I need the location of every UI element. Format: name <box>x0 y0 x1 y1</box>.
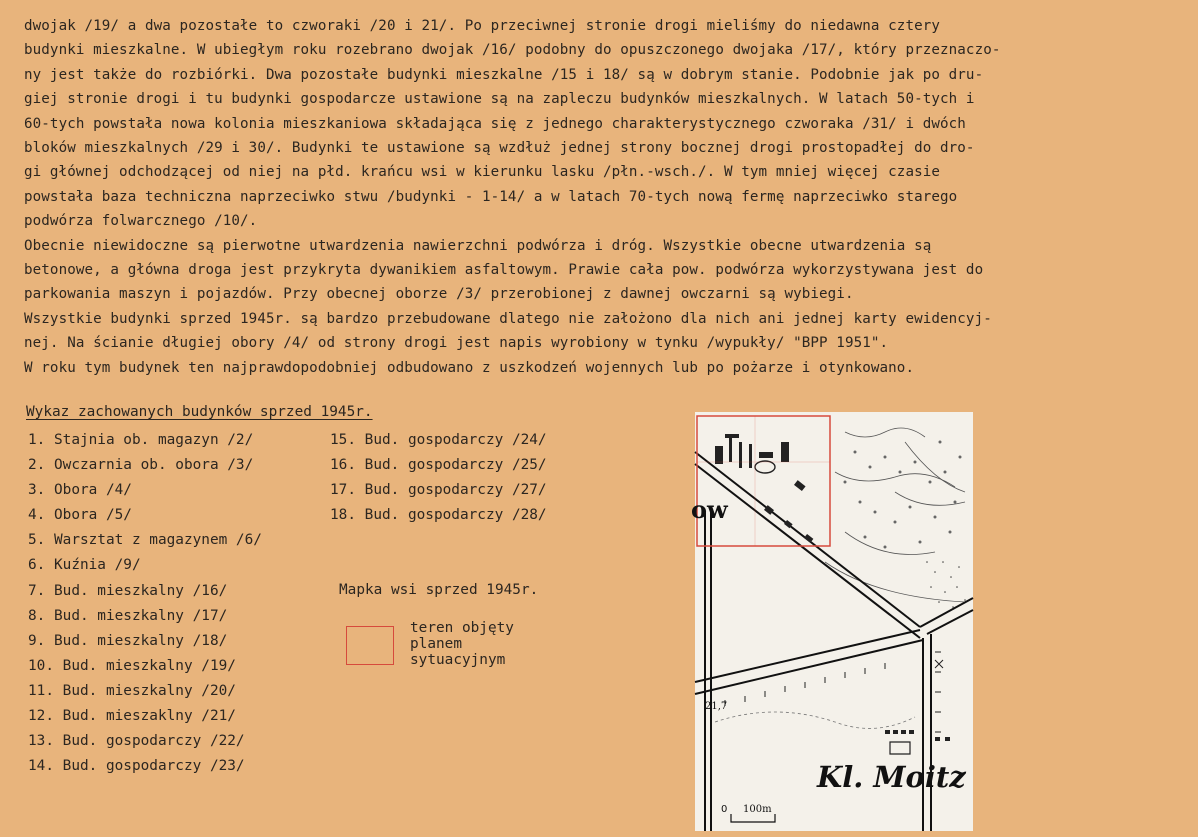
body-text-line: gi głównej odchodzącej od niej na płd. krańcu wsi w kierunku lasku /płn.-wsch./. W tym mniej więcej czasie <box>24 164 941 181</box>
legend-swatch <box>346 626 394 665</box>
building-list-item: 1. Stajnia ob. magazyn /2/ <box>28 432 254 448</box>
body-text-line: Obecnie niewidoczne są pierwotne utwardzenia nawierzchni podwórza i dróg. Wszystkie obecne utwardzenia są <box>24 237 932 254</box>
body-text-line: parkowania maszyn i pojazdów. Przy obecnej oborze /3/ przerobionej z dawnej owczarni są wybiegi. <box>24 286 854 303</box>
building-list-item: 14. Bud. gospodarczy /23/ <box>28 758 245 775</box>
building-list-item: 6. Kuźnia /9/ <box>28 557 141 574</box>
building-list-item: 5. Warsztat z magazynem /6/ <box>28 532 262 549</box>
map-scale-zero: 0 <box>721 804 728 815</box>
building-list-item: 2. Owczarnia ob. obora /3/ <box>28 457 254 474</box>
map-place-label: Kl. Moitz <box>817 760 966 794</box>
body-text-line: powstała baza techniczna naprzeciwko stwu /budynki - 1-14/ a w latach 70-tych nową fermę naprzeciwko starego <box>24 188 958 205</box>
building-list-item: 18. Bud. gospodarczy /28/ <box>330 507 547 524</box>
building-list-item: 15. Bud. gospodarczy /24/ <box>330 432 547 448</box>
body-text-line: budynki mieszkalne. W ubiegłym roku rozebrano dwojak /16/ podobny do opuszczonego dwojaka /17/, który przeznaczo- <box>24 42 1001 59</box>
list-heading: Wykaz zachowanych budynków sprzed 1945r. <box>26 404 373 420</box>
building-list-item: 12. Bud. mieszaklny /21/ <box>28 708 236 725</box>
map-scale-value: 100m <box>743 804 772 815</box>
body-text-line: 60-tych powstała nowa kolonia mieszkaniowa składająca się z jednego charakterystycznego czworaka /31/ i dwóch <box>24 115 966 132</box>
body-text-line: ny jest także do rozbiórki. Dwa pozostałe budynki mieszkalne /15 i 18/ są w dobrym stanie. Podobnie jak po dru- <box>24 66 984 83</box>
building-list-item: 17. Bud. gospodarczy /27/ <box>330 482 547 499</box>
map-caption: Mapka wsi sprzed 1945r. <box>339 582 539 598</box>
building-list-item: 7. Bud. mieszkalny /16/ <box>28 582 228 599</box>
building-list-item: 8. Bud. mieszkalny /17/ <box>28 607 228 624</box>
body-text-line: giej stronie drogi i tu budynki gospodarcze ustawione są na zapleczu budynków mieszkalnych. W latach 50-tych i <box>24 91 975 108</box>
building-list-item: 9. Bud. mieszkalny /18/ <box>28 632 228 649</box>
map-drawing <box>691 412 973 831</box>
building-list-item: 3. Obora /4/ <box>28 482 132 499</box>
legend-text-line: sytuacyjnym <box>410 652 506 668</box>
map-elevation-label: 21,7 <box>705 701 728 712</box>
legend-text-line: teren objęty <box>410 620 514 636</box>
village-map <box>691 412 973 831</box>
legend-text <box>410 620 514 668</box>
body-text-line: bloków mieszkalnych /29 i 30/. Budynki te ustawione są wzdłuż jednej strony bocznej drogi prostopadłej do dro- <box>24 140 975 157</box>
body-text-line: nej. Na ścianie długiej obory /4/ od strony drogi jest napis wyrobiony w tynku /wypukły/ "BPP 1951". <box>24 335 889 352</box>
body-text-line: Wszystkie budynki sprzed 1945r. są bardzo przebudowane dlatego nie założono dla nich ani jednej karty ewidencyj- <box>24 310 992 327</box>
building-list-column-1 <box>28 428 262 779</box>
body-text-line: W roku tym budynek ten najprawdopodobniej odbudowano z uszkodzeń wojennych lub po pożarze i otynkowano. <box>24 359 915 376</box>
building-list-item: 11. Bud. mieszkalny /20/ <box>28 682 236 699</box>
building-list-column-2 <box>330 428 547 528</box>
building-list-item: 16. Bud. gospodarczy /25/ <box>330 457 547 474</box>
body-text-line: betonowe, a główna droga jest przykryta dywanikiem asfaltowym. Prawie cała pow. podwórza wykorzystywana jest do <box>24 262 984 279</box>
building-list-item: 4. Obora /5/ <box>28 507 132 524</box>
building-list-item: 10. Bud. mieszkalny /19/ <box>28 657 236 674</box>
building-list-item: 13. Bud. gospodarczy /22/ <box>28 733 245 750</box>
body-text-line: dwojak /19/ a dwa pozostałe to czworaki /20 i 21/. Po przeciwnej stronie drogi mieliśmy do niedawna cztery <box>24 18 941 34</box>
legend-text-line: planem <box>410 636 462 652</box>
map-village-label: ow <box>691 495 728 524</box>
body-text <box>24 14 1184 380</box>
body-text-line: podwórza folwarcznego /10/. <box>24 213 258 230</box>
